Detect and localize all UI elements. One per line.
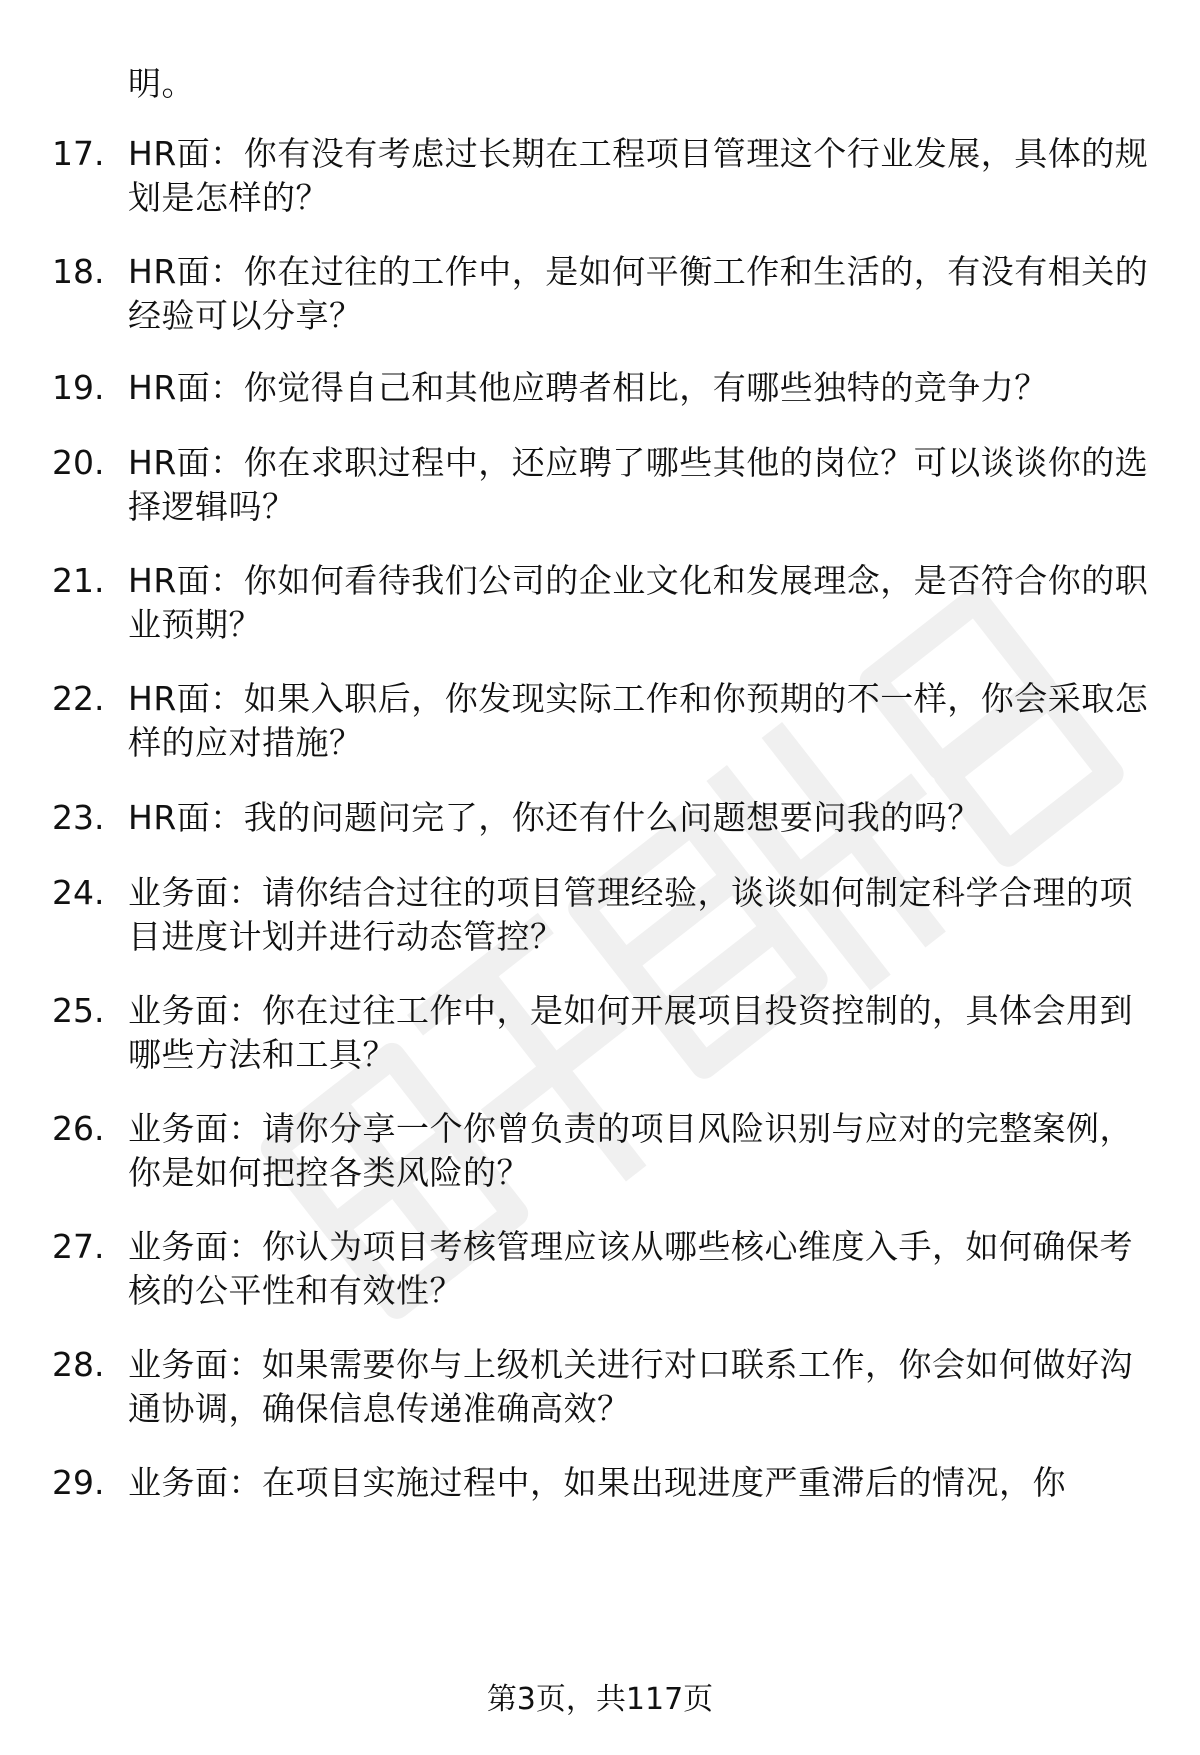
question-number: 20. bbox=[52, 443, 105, 482]
question-text: HR面：如果入职后，你发现实际工作和你预期的不一样，你会采取怎样的应对措施？ bbox=[128, 679, 1149, 762]
list-item bbox=[0, 1225, 1200, 1315]
question-text: 业务面：如果需要你与上级机关进行对口联系工作，你会如何做好沟通协调，确保信息传递准确高效？ bbox=[128, 1345, 1133, 1428]
question-text: HR面：你有没有考虑过长期在工程项目管理这个行业发展，具体的规划是怎样的？ bbox=[128, 134, 1149, 217]
list-item bbox=[0, 132, 1200, 222]
question-number: 25. bbox=[52, 991, 105, 1030]
question-number: 19. bbox=[52, 368, 105, 407]
question-number: 24. bbox=[52, 873, 105, 912]
question-text: 业务面：请你结合过往的项目管理经验，谈谈如何制定科学合理的项目进度计划并进行动态管控？ bbox=[128, 873, 1133, 956]
list-item bbox=[0, 1107, 1200, 1197]
question-number: 26. bbox=[52, 1109, 105, 1148]
question-number: 29. bbox=[52, 1463, 105, 1502]
list-item bbox=[0, 1461, 1200, 1551]
question-number: 17. bbox=[52, 134, 105, 173]
question-number: 22. bbox=[52, 679, 105, 718]
list-item bbox=[0, 989, 1200, 1079]
question-text: 业务面：请你分享一个你曾负责的项目风险识别与应对的完整案例，你是如何把控各类风险的？ bbox=[128, 1109, 1133, 1192]
question-number: 18. bbox=[52, 252, 105, 291]
list-item bbox=[0, 871, 1200, 961]
list-item bbox=[0, 250, 1200, 340]
list-item bbox=[0, 559, 1200, 649]
question-text: HR面：你觉得自己和其他应聘者相比，有哪些独特的竞争力？ bbox=[128, 368, 1048, 407]
page-footer: 第3页，共117页 bbox=[486, 1682, 714, 1717]
question-number: 28. bbox=[52, 1345, 105, 1384]
question-number: 21. bbox=[52, 561, 105, 600]
list-item bbox=[0, 1343, 1200, 1433]
question-text: 业务面：你认为项目考核管理应该从哪些核心维度入手，如何确保考核的公平性和有效性？ bbox=[128, 1227, 1133, 1310]
question-number: 27. bbox=[52, 1227, 105, 1266]
question-text: HR面：你在求职过程中，还应聘了哪些其他的岗位？可以谈谈你的选择逻辑吗？ bbox=[128, 443, 1149, 526]
question-text: HR面：你如何看待我们公司的企业文化和发展理念，是否符合你的职业预期？ bbox=[128, 561, 1149, 644]
question-text: 业务面：在项目实施过程中，如果出现进度严重滞后的情况，你 bbox=[128, 1463, 1066, 1502]
question-text: HR面：你在过往的工作中，是如何平衡工作和生活的，有没有相关的经验可以分享？ bbox=[128, 252, 1149, 335]
continuation-text: 明。 bbox=[128, 64, 195, 103]
question-text: 业务面：你在过往工作中，是如何开展项目投资控制的，具体会用到哪些方法和工具？ bbox=[128, 991, 1133, 1074]
question-text: HR面：我的问题问完了，你还有什么问题想要问我的吗？ bbox=[128, 798, 981, 837]
list-item bbox=[0, 441, 1200, 531]
question-number: 23. bbox=[52, 798, 105, 837]
list-item bbox=[0, 677, 1200, 767]
